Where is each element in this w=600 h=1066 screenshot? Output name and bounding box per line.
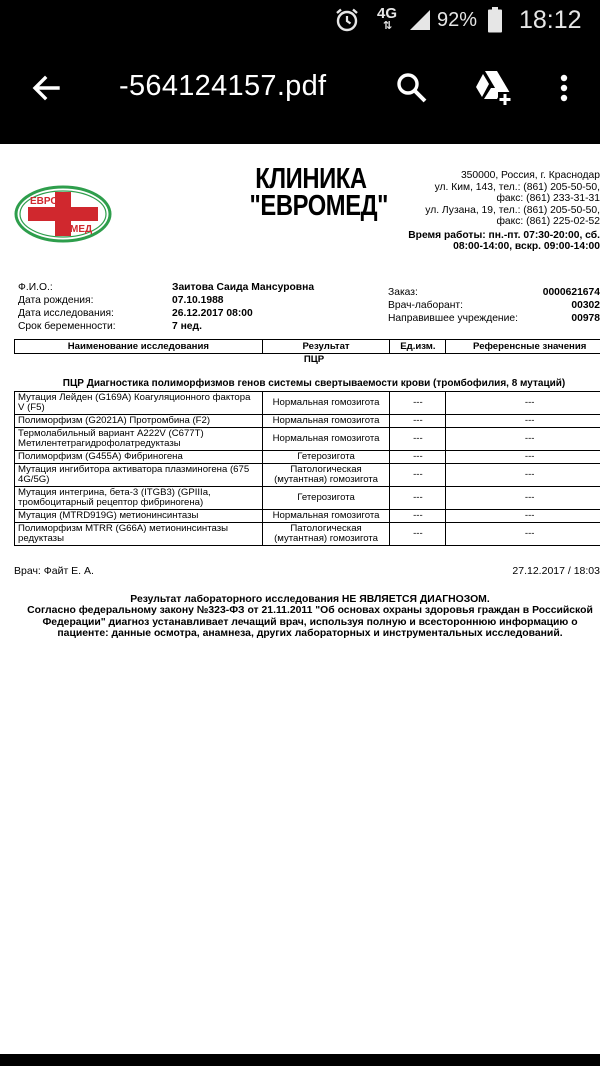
drive-add-icon[interactable]	[472, 68, 514, 108]
test-result: Нормальная гомозигота	[262, 415, 390, 428]
clinic-name-line1: КЛИНИКА	[255, 163, 367, 195]
status-bar	[0, 0, 600, 40]
table-row	[15, 523, 600, 546]
doctor-name: Врач: Файт Е. А.	[14, 565, 94, 577]
order-label: Заказ:	[388, 287, 418, 298]
clinic-name-line2: "ЕВРОМЕД"	[249, 190, 389, 222]
signed-datetime: 27.12.2017 / 18:03	[512, 565, 600, 577]
pdf-page[interactable]	[0, 144, 600, 1054]
address-line: факс: (861) 225-02-52	[496, 216, 600, 228]
test-reference: ---	[446, 415, 600, 428]
patient-value: Заитова Саида Мансуровна	[172, 282, 315, 293]
test-unit: ---	[390, 523, 446, 546]
test-unit: ---	[390, 428, 446, 451]
test-unit: ---	[390, 392, 446, 415]
disclaimer-line: Согласно федеральному закону №323-ФЗ от 21.11.2011 "Об основах охраны здоровья граждан в Российской	[27, 605, 593, 617]
disclaimer	[20, 594, 600, 639]
working-hours	[408, 230, 600, 252]
patient-info	[18, 281, 314, 333]
patient-row	[18, 294, 314, 307]
test-unit: ---	[390, 464, 446, 487]
signal-icon	[408, 0, 434, 40]
patient-row	[18, 320, 314, 333]
test-name: Полиморфизм (G455A) Фибриногена	[15, 451, 263, 464]
address-line: ул. Лузана, 19, тел.: (861) 205-50-50,	[425, 204, 600, 216]
patient-label: Дата рождения:	[18, 295, 94, 306]
order-value: 0000621674	[542, 287, 600, 298]
order-info	[388, 286, 600, 325]
test-result: Нормальная гомозигота	[262, 510, 390, 523]
test-unit: ---	[390, 415, 446, 428]
test-name: Мутация (MTRD919G) метионинсинтазы	[15, 510, 263, 523]
disclaimer-line: Результат лабораторного исследования НЕ ЯВЛЯЕТСЯ ДИАГНОЗОМ.	[130, 594, 490, 605]
order-row	[388, 286, 600, 299]
order-label: Направившее учреждение:	[388, 313, 518, 324]
address-line: ул. Ким, 143, тел.: (861) 205-50-50,	[434, 181, 600, 193]
order-row	[388, 312, 600, 325]
test-result: Нормальная гомозигота	[262, 428, 390, 451]
group-row	[15, 378, 600, 392]
address-line: факс: (861) 233-31-31	[496, 193, 600, 205]
section-title: ПЦР	[303, 354, 325, 366]
test-unit: ---	[390, 487, 446, 510]
hours-line: Время работы: пн.-пт. 07:30-20:00, сб.	[408, 230, 600, 241]
table-row	[15, 392, 600, 415]
search-icon[interactable]	[394, 70, 430, 106]
table-row	[15, 451, 600, 464]
test-reference: ---	[446, 487, 600, 510]
alarm-icon	[334, 0, 362, 40]
test-result: Патологическая (мутантная) гомозигота	[262, 523, 390, 546]
network-indicator	[372, 0, 402, 40]
column-header: Наименование исследования	[15, 340, 263, 354]
patient-value: 07.10.1988	[172, 295, 224, 306]
order-row	[388, 299, 600, 312]
section-row	[15, 354, 600, 367]
patient-label: Срок беременности:	[18, 321, 116, 332]
test-name: Мутация интегрина, бета-3 (ITGB3) (GPIIIa, тромбоцитарный рецептор фибриногена)	[15, 487, 263, 510]
test-reference: ---	[446, 464, 600, 487]
battery-percent: 92%	[437, 8, 478, 31]
hours-line: 08:00-14:00, вскр. 09:00-14:00	[453, 241, 600, 253]
test-result: Гетерозигота	[262, 487, 390, 510]
order-value: 00978	[571, 313, 600, 324]
clinic-logo	[14, 184, 112, 244]
test-result: Патологическая (мутантная) гомозигота	[262, 464, 390, 487]
back-arrow-icon[interactable]	[28, 70, 64, 106]
test-reference: ---	[446, 392, 600, 415]
test-result: Нормальная гомозигота	[262, 392, 390, 415]
clinic-address	[425, 170, 600, 228]
test-name: Мутация ингибитора активатора плазминогена (675 4G/5G)	[15, 464, 263, 487]
table-row	[15, 415, 600, 428]
patient-value: 26.12.2017 08:00	[172, 308, 253, 319]
test-unit: ---	[390, 510, 446, 523]
test-name: Полиморфизм (G2021A) Протромбина (F2)	[15, 415, 263, 428]
results-table	[14, 339, 600, 546]
disclaimer-line: пациенте: данные осмотра, анамнеза, других лабораторных и инструментальных исследований.	[57, 627, 563, 639]
logo-text-bottom: МЕД	[70, 224, 93, 235]
data-arrows-icon: ⇅	[382, 20, 392, 32]
patient-row	[18, 307, 314, 320]
table-row	[15, 487, 600, 510]
test-reference: ---	[446, 451, 600, 464]
patient-label: Ф.И.О.:	[18, 282, 53, 293]
test-reference: ---	[446, 523, 600, 546]
test-unit: ---	[390, 451, 446, 464]
group-title: ПЦР Диагностика полиморфизмов генов системы свертываемости крови (тромбофилия, 8 мутаций)	[15, 378, 600, 392]
battery-icon	[488, 0, 508, 40]
patient-label: Дата исследования:	[18, 308, 114, 319]
table-row	[15, 464, 600, 487]
disclaimer-line: Федерации" диагноз устанавливает лечащий врач, используя полную и всестороннюю информацию о	[42, 616, 578, 628]
patient-row	[18, 281, 314, 294]
table-row	[15, 510, 600, 523]
spacer-row	[15, 367, 600, 378]
clinic-name	[249, 163, 389, 222]
logo-text-top: ЕВРО	[30, 196, 59, 207]
network-type: 4G	[376, 5, 397, 22]
table-header-row	[15, 340, 600, 354]
order-label: Врач-лаборант:	[388, 300, 463, 311]
patient-value: 7 нед.	[172, 321, 202, 332]
column-header: Референсные значения	[446, 340, 600, 354]
clock: 18:12	[519, 5, 582, 34]
address-line: 350000, Россия, г. Краснодар	[460, 170, 600, 181]
test-name: Полиморфизм MTRR (G66A) метионинсинтазы редуктазы	[15, 523, 263, 546]
test-result: Гетерозигота	[262, 451, 390, 464]
test-name: Мутация Лейден (G169A) Коагуляционного фактора V (F5)	[15, 392, 263, 415]
column-header: Результат	[262, 340, 390, 354]
test-name: Термолабильный вариант A222V (C677T) Метилентетрагидрофолатредуктазы	[15, 428, 263, 451]
table-row	[15, 428, 600, 451]
test-reference: ---	[446, 510, 600, 523]
document-title: -564124157.pdf	[119, 70, 327, 102]
column-header: Ед.изм.	[390, 340, 446, 354]
app-bar	[0, 40, 600, 138]
more-vert-icon[interactable]	[552, 68, 576, 108]
order-value: 00302	[571, 300, 600, 311]
test-reference: ---	[446, 428, 600, 451]
